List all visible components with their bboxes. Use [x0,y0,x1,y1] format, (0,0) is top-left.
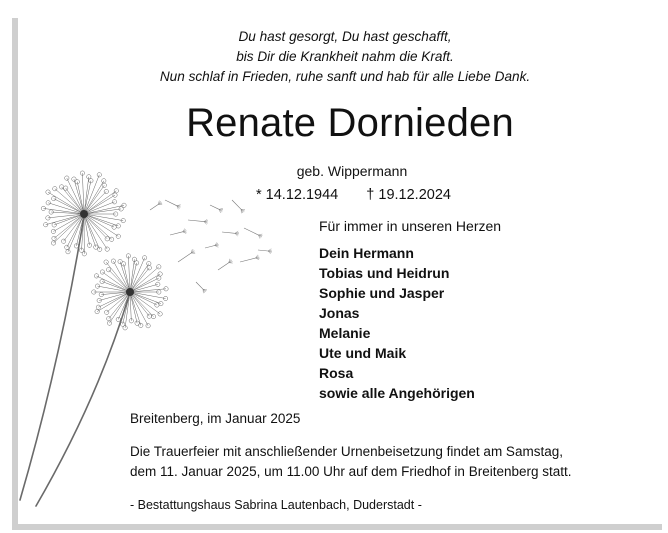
funeral-notice [130,442,572,482]
funeral-line: Die Trauerfeier mit anschließender Urnenbeisetzung findet am Samstag, [130,444,563,459]
flying-seeds [150,200,272,293]
funeral-line: dem 11. Januar 2025, um 11.00 Uhr auf dem Friedhof in Breitenberg statt. [130,464,572,479]
poem-line: bis Dir die Krankheit nahm die Kraft. [236,49,454,64]
mourner: Tobias und Heidrun [319,265,450,281]
mourners-list [319,243,475,403]
mourner: Ute und Maik [319,345,407,361]
poem-line: Du hast gesorgt, Du hast geschafft, [238,29,452,44]
mourner: Melanie [319,325,371,341]
mourner: Dein Hermann [319,245,414,261]
life-dates [256,187,451,203]
frame-border-bottom [12,524,662,530]
memorial-motto: Für immer in unseren Herzen [319,218,502,234]
poem-line: Nun schlaf in Frieden, ruhe sanft und hab für alle Liebe Dank. [159,69,531,84]
poem [0,27,668,87]
mourner: Jonas [319,305,360,321]
mourner: Rosa [319,365,354,381]
death-date: † 19.12.2024 [366,187,451,203]
mourner: Sophie und Jasper [319,285,445,301]
deceased-name: Renate Dornieden [186,101,514,145]
place-and-date: Breitenberg, im Januar 2025 [130,411,301,426]
maiden-name: geb. Wippermann [296,163,408,179]
undertaker-credit: - Bestattungshaus Sabrina Lautenbach, Duderstadt - [130,498,422,512]
dandelion-stems [20,216,130,506]
dandelion-heads [41,171,168,330]
birth-date: * 14.12.1944 [256,187,339,203]
mourner: sowie alle Angehörigen [319,385,475,401]
